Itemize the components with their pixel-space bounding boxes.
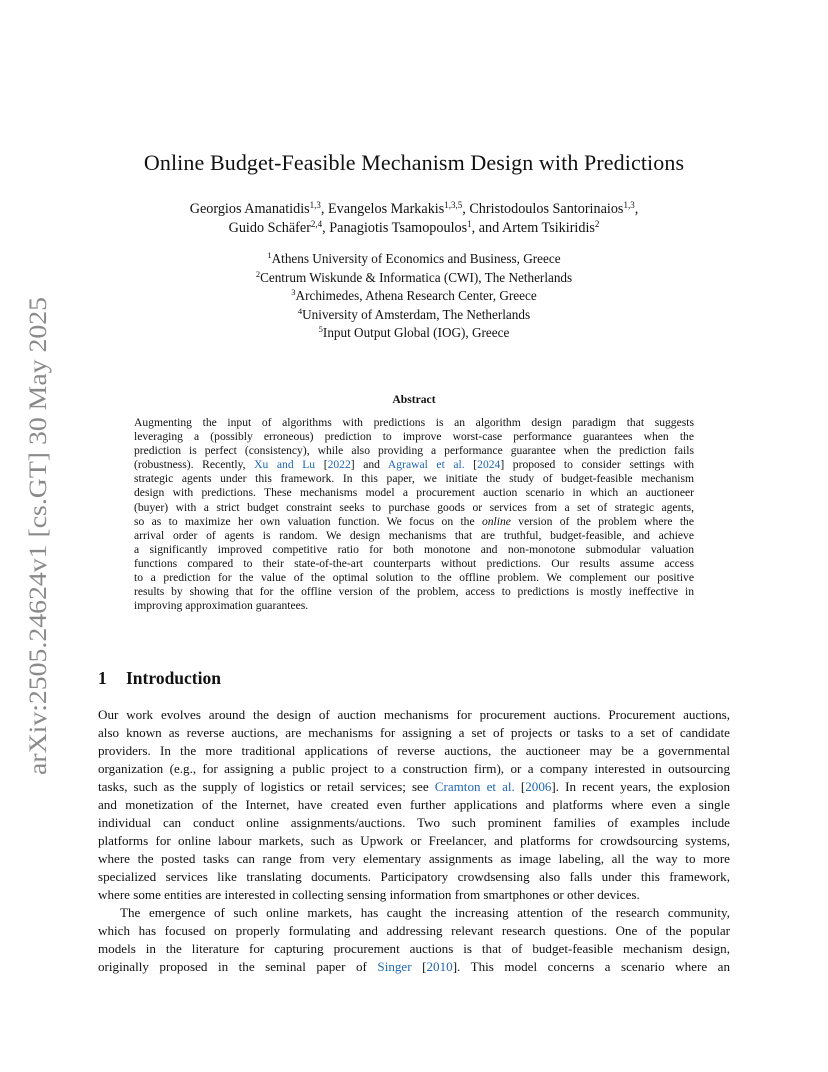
text-run: [ bbox=[315, 458, 328, 472]
abstract-line: design with predictions. These mechanisms model a procurement auction scenario in which an auctioneer bbox=[134, 486, 694, 500]
body-line: Our work evolves around the design of auction mechanisms for procurement auctions. Procurement auctions, bbox=[98, 707, 730, 722]
author-separator: , and bbox=[471, 220, 502, 236]
author-line-1 bbox=[0, 200, 828, 219]
abstract-line: prediction is perfect (consistency), while also providing a performance guarantee when the prediction fails bbox=[134, 444, 694, 458]
body-line: The emergence of such online markets, has caught the increasing attention of the research community, bbox=[120, 905, 730, 920]
affiliation-marker: 4 bbox=[297, 305, 303, 316]
section-heading bbox=[98, 668, 221, 689]
author-affiliation-marker: 1,3,5 bbox=[444, 200, 463, 210]
body-line: models in the literature for capturing procurement auctions is that of budget-feasible mechanism design, bbox=[98, 941, 730, 956]
citation-year-link[interactable]: 2010 bbox=[426, 959, 453, 974]
author-name: Evangelos Markakis bbox=[328, 201, 445, 217]
author-list bbox=[0, 200, 828, 238]
abstract-line: (buyer) with a strict budget constraint seeks to purchase goods or services from a set of strategic agents, bbox=[134, 500, 694, 514]
affiliation-text: University of Amsterdam, The Netherlands bbox=[302, 306, 531, 322]
author-name: Panagiotis Tsamopoulos bbox=[329, 220, 468, 236]
emphasized-text: online bbox=[481, 514, 511, 528]
author-name: Christodoulos Santorinaios bbox=[469, 201, 624, 217]
text-run: ]. This model concerns a scenario where an bbox=[452, 959, 731, 974]
abstract-heading: Abstract bbox=[392, 393, 436, 406]
text-run: ] proposed to consider settings with bbox=[500, 458, 694, 472]
author-affiliation-marker: 1 bbox=[467, 219, 472, 229]
author-affiliation-marker: 1,3 bbox=[623, 200, 635, 210]
citation-link-xu-lu[interactable]: Xu and Lu bbox=[254, 458, 316, 472]
text-run: (robustness). Recently, bbox=[134, 458, 255, 472]
body-line: which has focused on properly formulating and addressing relevant research questions. One of the popular bbox=[98, 923, 730, 938]
body-line bbox=[98, 958, 730, 976]
citation-year-link[interactable]: 2006 bbox=[525, 779, 552, 794]
author-affiliation-marker: 1,3 bbox=[309, 200, 321, 210]
section-number: 1 bbox=[98, 668, 107, 688]
affiliation-text: Athens University of Economics and Business, Greece bbox=[271, 251, 561, 266]
author-affiliation-marker: 2,4 bbox=[310, 219, 323, 229]
text-run: version of the problem where the bbox=[510, 514, 695, 528]
abstract-line: Augmenting the input of algorithms with predictions is an algorithm design paradigm that suggests bbox=[134, 416, 694, 429]
arxiv-side-stamp bbox=[22, 297, 52, 777]
body-line: providers. In the more traditional applications of reverse auctions, the auctioneer may be a governmental bbox=[98, 743, 730, 758]
text-run: originally proposed in the seminal paper of bbox=[98, 959, 378, 974]
abstract-line: improving approximation guarantees. bbox=[134, 599, 309, 613]
text-run: ] and bbox=[350, 458, 388, 472]
abstract-line bbox=[134, 458, 694, 472]
author-separator: , bbox=[322, 220, 330, 236]
citation-link-agrawal[interactable]: Agrawal et al. bbox=[387, 458, 465, 472]
citation-link-cramton[interactable]: Cramton et al. bbox=[434, 779, 515, 794]
body-line: also known as reverse auctions, are mechanisms for assigning a set of projects or tasks to a set of candidate bbox=[98, 725, 730, 740]
affiliation-marker: 1 bbox=[267, 250, 272, 260]
author-separator: , bbox=[634, 201, 639, 217]
affiliation-item bbox=[0, 306, 828, 325]
abstract-line: to a prediction for the value of the optimal solution to the offline problem. We complement our positive bbox=[134, 571, 694, 585]
citation-link-singer[interactable]: Singer bbox=[377, 959, 412, 974]
author-separator: , bbox=[320, 201, 329, 217]
citation-year-link[interactable]: 2022 bbox=[327, 458, 351, 472]
section-title: Introduction bbox=[126, 668, 221, 688]
body-line: platforms for online labour markets, such as Upwork or Freelancer, and platforms for crowdsourcing systems, bbox=[98, 833, 730, 848]
body-line bbox=[98, 778, 730, 796]
affiliation-item bbox=[0, 269, 828, 288]
author-name: Artem Tsikiridis bbox=[501, 220, 595, 236]
affiliation-text: Archimedes, Athena Research Center, Greece bbox=[295, 288, 537, 303]
author-name: Guido Schäfer bbox=[228, 220, 311, 236]
body-line: where some entities are interested in collecting sensing information from smartphones or other devices. bbox=[98, 887, 640, 902]
arxiv-stamp-svg bbox=[22, 297, 52, 777]
text-run: tasks, such as the supply of logistics or retail services; see bbox=[98, 779, 435, 794]
abstract-body bbox=[134, 416, 694, 613]
affiliation-list bbox=[0, 250, 828, 343]
author-separator: , bbox=[462, 201, 470, 217]
abstract-line: arrival order of agents is random. We design mechanisms that are truthful, budget-feasible, and achieve bbox=[134, 528, 694, 542]
affiliation-item bbox=[0, 250, 828, 269]
affiliation-item bbox=[0, 324, 828, 343]
author-name: Georgios Amanatidis bbox=[189, 201, 310, 217]
text-run: [ bbox=[514, 779, 526, 794]
abstract-line: leveraging a (possibly erroneous) prediction to improve worst-case performance guarantees when the bbox=[134, 430, 694, 444]
abstract-line: a significantly improved competitive ratio for both monotone and non-monotone submodular valuation bbox=[134, 542, 694, 556]
text-run: ]. In recent years, the explosion bbox=[551, 779, 731, 794]
body-line: specialized services like translating documents. Participatory crowdsensing also falls under this framework, bbox=[98, 869, 730, 884]
affiliation-marker: 3 bbox=[291, 287, 296, 297]
abstract-line: functions compared to their state-of-the-art counterparts without predictions. Our results assume access bbox=[134, 556, 694, 570]
abstract-line bbox=[134, 515, 694, 529]
affiliation-item bbox=[0, 287, 828, 306]
introduction-body bbox=[98, 706, 730, 976]
body-line: organization (e.g., for assigning a public project to a construction firm), or a company interested in outsourcing bbox=[98, 761, 730, 776]
body-line: individual can conduct online assignments/auctions. Two such prominent families of examples include bbox=[98, 815, 730, 830]
affiliation-text: Input Output Global (IOG), Greece bbox=[322, 325, 510, 340]
paper-title: Online Budget-Feasible Mechanism Design with Predictions bbox=[143, 150, 685, 175]
affiliation-marker: 5 bbox=[318, 324, 323, 334]
abstract-line: strategic agents under this framework. In this paper, we initiate the study of budget-feasible mechanism bbox=[134, 472, 694, 486]
text-run: [ bbox=[411, 959, 427, 974]
author-affiliation-marker: 2 bbox=[594, 219, 600, 229]
text-run: so as to maximize her own valuation function. We focus on the bbox=[134, 514, 482, 528]
body-line: where the posted tasks can range from very elementary assignments as image labeling, all the way to more bbox=[98, 851, 730, 866]
affiliation-marker: 2 bbox=[255, 268, 261, 279]
author-line-2 bbox=[0, 219, 828, 238]
arxiv-identifier: arXiv:2505.24624v1 [cs.GT] 30 May 2025 bbox=[25, 344, 52, 775]
body-line: and monetization of the Internet, have created even further applications and platforms where even a single bbox=[98, 797, 730, 812]
citation-year-link[interactable]: 2024 bbox=[477, 458, 501, 472]
affiliation-text: Centrum Wiskunde & Informatica (CWI), The Netherlands bbox=[260, 269, 573, 285]
text-run: [ bbox=[464, 458, 478, 472]
abstract-line: results by showing that for the offline version of the problem, access to predictions is mostly ineffective in bbox=[134, 585, 694, 599]
